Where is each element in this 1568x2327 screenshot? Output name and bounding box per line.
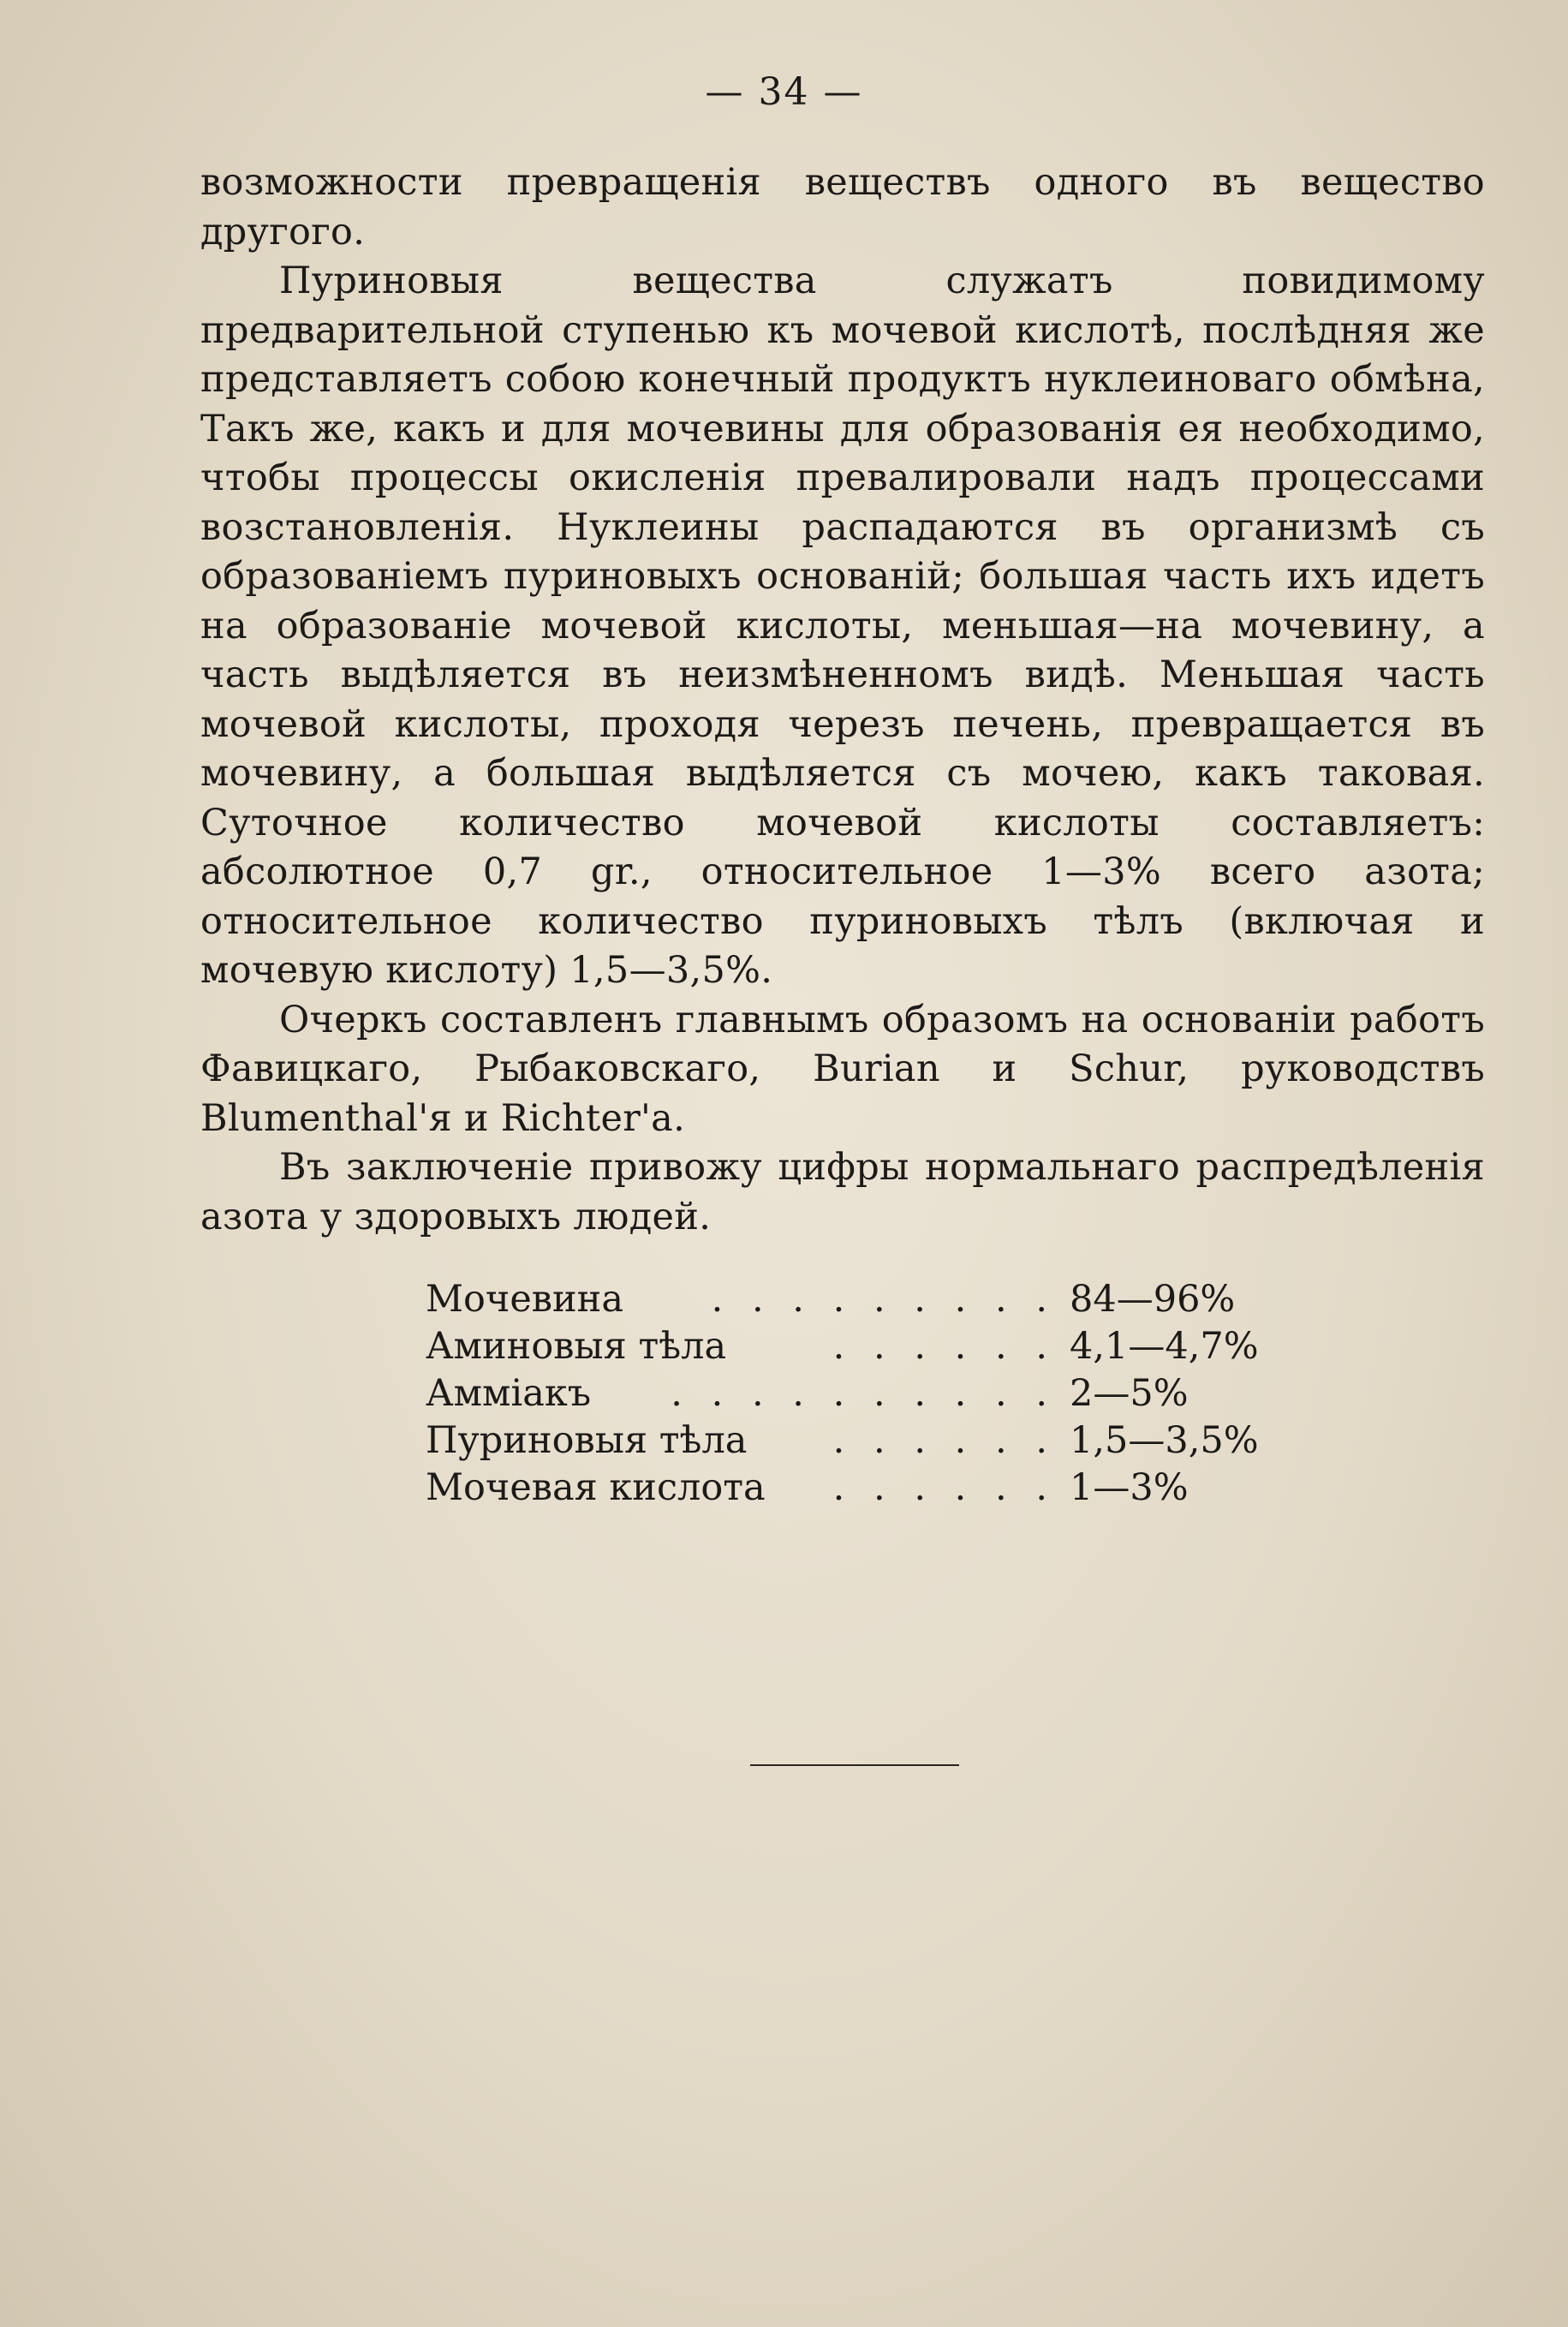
row-leader-dots: . . . . . . . . . . — [671, 1372, 1056, 1415]
paragraph-conclusion: Въ заключеніе привожу цифры нормальнаго распредѣленія азота у здоровыхъ людей. — [200, 1146, 1485, 1238]
row-value: 84—96% — [1070, 1278, 1236, 1321]
row-label: Амміакъ — [426, 1372, 592, 1415]
table-row — [426, 1417, 1291, 1465]
paragraph-continuation: возможности превращенія веществъ одного въ вещество другого. — [200, 161, 1485, 254]
table-row — [426, 1276, 1291, 1323]
row-value: 4,1—4,7% — [1070, 1325, 1259, 1368]
row-value: 1,5—3,5% — [1070, 1419, 1259, 1462]
row-label: Мочевина — [426, 1278, 623, 1321]
paragraph-sources: Очеркъ составленъ главнымъ образомъ на основаніи работъ Фавицкаго, Рыбаковскаго, Burian и Schur, руководствъ Blumenthal'я и Richter'а. — [200, 998, 1485, 1140]
table-row — [426, 1323, 1291, 1370]
nitrogen-distribution-table — [426, 1276, 1291, 1512]
table-row — [426, 1370, 1291, 1417]
paragraph-purines: Пуриновыя вещества служатъ повидимому предварительной ступенью къ мочевой кислотѣ, послѣдняя же представляетъ собою конечный продуктъ нуклеиноваго обмѣна, Такъ же, какъ и для мочевины для образованія ея необходимо, чтобы процессы окисленія превалировали надъ процессами возстановленія. Нуклеины распадаются въ организмѣ съ образованіемъ пуриновыхъ основаній; большая часть ихъ идетъ на образованіе мочевой кислоты, меньшая—на мочевину, а часть выдѣляется въ неизмѣненномъ видѣ. Меньшая часть мочевой кислоты, проходя черезъ печень, превращается въ мочевину, а большая выдѣляется съ мочею, какъ таковая. Суточное количество мочевой кислоты составляетъ: абсолютное 0,7 gr., относительное 1—3% всего азота; относительное количество пуриновыхъ тѣлъ (включая и мочевую кислоту) 1,5—3,5%. — [200, 260, 1485, 992]
row-label: Мочевая кислота — [426, 1466, 766, 1509]
row-label: Аминовыя тѣла — [426, 1325, 727, 1368]
row-leader-dots: . . . . . . — [832, 1419, 1056, 1462]
row-value: 2—5% — [1070, 1372, 1189, 1415]
table-row — [426, 1465, 1291, 1512]
row-leader-dots: . . . . . . . . . — [711, 1278, 1056, 1321]
page-number: — 34 — — [705, 70, 863, 114]
row-leader-dots: . . . . . . — [832, 1325, 1056, 1368]
body-text — [200, 158, 1485, 1242]
section-end-rule — [750, 1764, 959, 1766]
row-leader-dots: . . . . . . — [832, 1466, 1056, 1509]
row-value: 1—3% — [1070, 1466, 1189, 1509]
row-label: Пуриновыя тѣла — [426, 1419, 748, 1462]
